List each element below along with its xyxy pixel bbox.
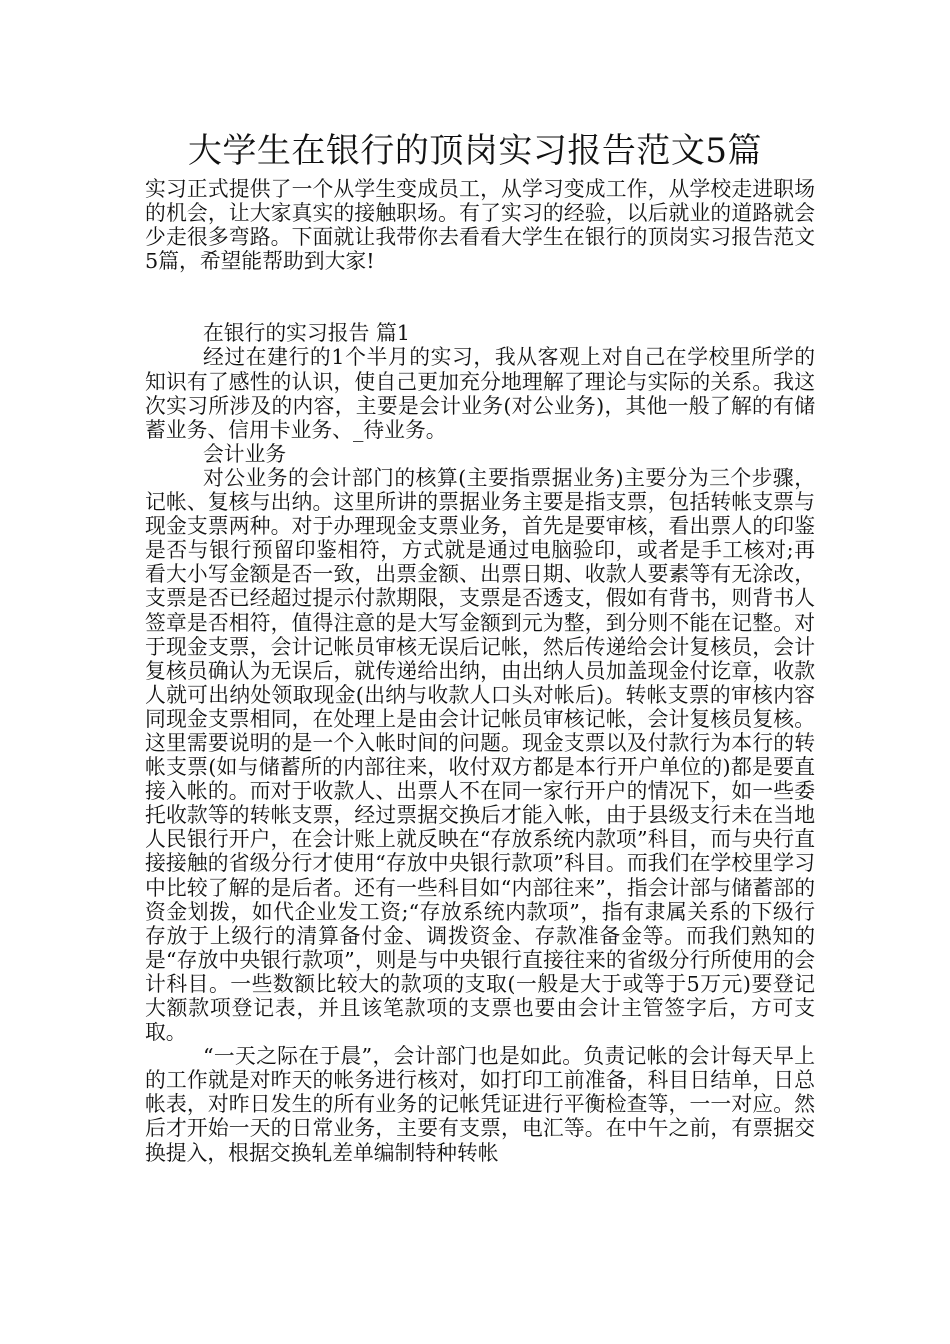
body-paragraph: “一天之际在于晨”，会计部门也是如此。负责记帐的会计每天早上的工作就是对昨天的帐务进行核对，如打印工前准备，科目日结单，日总帐表，对昨日发生的所有业务的记帐凭证进行平衡检查等，一一对应。然后才开始一天的日常业务，主要有支票，电汇等。在中午之前，有票据交换提入，根据交换轧差单编制特种转帐 bbox=[145, 1044, 815, 1165]
intro-paragraph: 实习正式提供了一个从学生变成员工，从学习变成工作，从学校走进职场的机会，让大家真实的接触职场。有了实习的经验，以后就业的道路就会少走很多弯路。下面就让我带你去看看大学生在银行的顶岗实习报告范文5篇，希望能帮助到大家! bbox=[145, 177, 815, 274]
section-heading: 在银行的实习报告 篇1 bbox=[203, 321, 411, 346]
body-paragraph: 对公业务的会计部门的核算(主要指票据业务)主要分为三个步骤，记帐、复核与出纳。这里所讲的票据业务主要是指支票，包括转帐支票与现金支票两种。对于办理现金支票业务，首先是要审核，看出票人的印鉴是否与银行预留印鉴相符，方式就是通过电脑验印，或者是手工核对;再看大小写金额是否一致，出票金额、出票日期、收款人要素等有无涂改，支票是否已经超过提示付款期限，支票是否透支，假如有背书，则背书人签章是否相符，值得注意的是大写金额到元为整，到分则不能在记整。对于现金支票，会计记帐员审核无误后记帐，然后传递给会计复核员，会计复核员确认为无误后，就传递给出纳，由出纳人员加盖现金付讫章，收款人就可出纳处领取现金(出纳与收款人口头对帐后)。转帐支票的审核内容同现金支票相同，在处理上是由会计记帐员审核记帐，会计复核员复核。这里需要说明的是一个入帐时间的问题。现金支票以及付款行为本行的转帐支票(如与储蓄所的内部往来，收付双方都是本行开户单位的)都是要直接入帐的。而对于收款人、出票人不在同一家行开户的情况下，如一些委托收款等的转帐支票，经过票据交换后才能入帐，由于县级支行未在当地人民银行开户，在会计账上就反映在“存放系统内款项”科目，而与央行直接接触的省级分行才使用“存放中央银行款项”科目。而我们在学校里学习中比较了解的是后者。还有一些科目如“内部往来”，指会计部与储蓄部的资金划拨，如代企业发工资;“存放系统内款项”，指有隶属关系的下级行存放于上级行的清算备付金、调拨资金、存款准备金等。而我们熟知的是“存放中央银行款项”，则是与中央银行直接往来的省级分行所使用的会计科目。一些数额比较大的款项的支取(一般是大于或等于5万元)要登记大额款项登记表，并且该笔款项的支票也要由会计主管签字后，方可支取。 bbox=[145, 465, 815, 1045]
document-body bbox=[145, 177, 815, 1165]
body-paragraph: 经过在建行的1个半月的实习，我从客观上对自己在学校里所学的知识有了感性的认识，使自己更加充分地理解了理论与实际的关系。我这次实习所涉及的内容，主要是会计业务(对公业务)，其他一般了解的有储蓄业务、信用卡业务、_待业务。 bbox=[145, 345, 815, 442]
subheading: 会计业务 bbox=[203, 441, 287, 466]
paragraph-gap bbox=[145, 273, 815, 321]
document-title: 大学生在银行的顶岗实习报告范文5篇 bbox=[187, 131, 763, 171]
